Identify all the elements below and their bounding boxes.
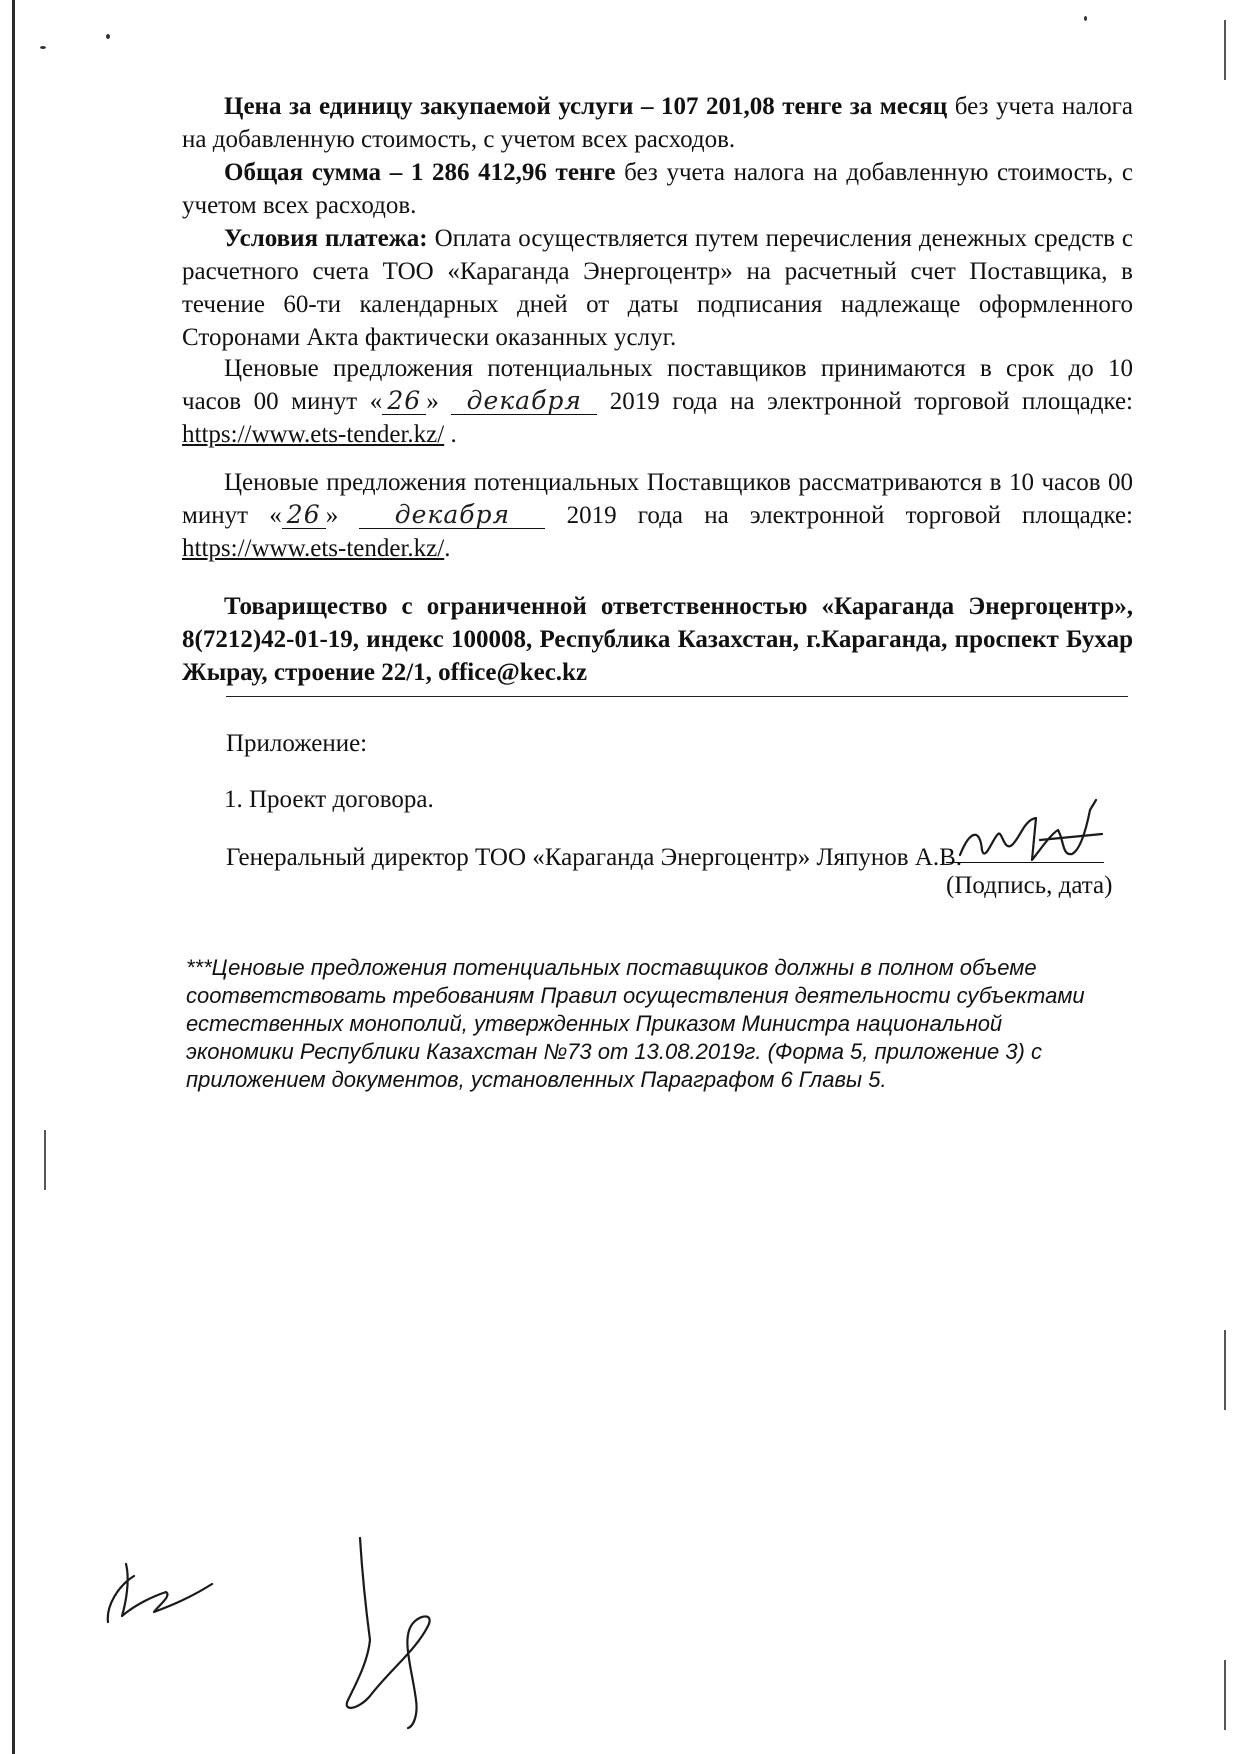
payment-label: Условия платежа: <box>224 225 428 252</box>
scan-speck <box>106 34 110 39</box>
signature-caption: (Подпись, дата) <box>946 872 1113 899</box>
appendix-title: Приложение: <box>226 730 368 757</box>
payment-text: Оплата осуществляется путем перечисления денежных средств с расчетного счета ТОО «Караганда Энергоцентр» на расчетный счет Поставщика, в течение 60-ти календарных дней от даты подписания надлежаще оформленного Сторонами Акта фактически оказанных услуг. <box>182 225 1133 351</box>
total-text: без учета налога на добавленную стоимость, с учетом всех расходов. <box>182 159 1133 219</box>
scan-edge-mark <box>1224 1330 1226 1410</box>
footnote: ***Ценовые предложения потенциальных поставщиков должны в полном объеме соответствовать требованиям Правил осуществления деятельности субъектами естественных монополий, утвержденных Приказом Министра национальной экономики Республики Казахстан №73 от 13.08.2019г. (Форма 5, приложение 3) с приложением документов, установленных Параграфом 6 Главы 5. <box>186 955 1085 1092</box>
accept-text: Ценовые предложения потенциальных поставщиков принимаются в срок до 10 часов 00 минут « <box>182 355 1133 415</box>
scan-margin-line <box>12 0 15 1754</box>
total-paragraph <box>182 156 1133 222</box>
accept-quote: » <box>426 388 452 415</box>
review-section <box>182 466 1133 565</box>
initials-mark-right <box>330 1530 450 1730</box>
price-text: без учета налога на добавленную стоимость, с учетом всех расходов. <box>182 93 1133 153</box>
accept-section <box>182 352 1133 451</box>
accept-tail: . <box>444 421 457 448</box>
accept-text-after: 2019 года на электронной торговой площадке: <box>597 388 1133 415</box>
terms-section <box>182 90 1133 354</box>
ets-tender-link[interactable]: https://www.ets-tender.kz/ <box>182 421 445 448</box>
appendix-item: 1. Проект договора. <box>224 786 434 813</box>
payment-paragraph <box>182 222 1133 354</box>
review-month-handwritten: декабря <box>359 502 545 529</box>
review-text-after: 2019 года на электронной торговой площадке: <box>545 502 1134 529</box>
accept-day-handwritten: 26 <box>382 388 426 415</box>
accept-paragraph <box>182 352 1133 451</box>
director-signature-line: Генеральный директор ТОО «Караганда Энергоцентр» Ляпунов А.В. <box>226 844 963 871</box>
director-signature <box>940 790 1110 870</box>
company-details <box>182 590 1133 689</box>
review-text: Ценовые предложения потенциальных Поставщиков рассматриваются в 10 часов 00 минут « <box>182 469 1133 529</box>
scan-speck <box>40 46 46 49</box>
price-label: Цена за единицу закупаемой услуги – 107 201,08 тенге за месяц <box>224 93 948 120</box>
scan-edge-mark <box>1224 1660 1226 1730</box>
review-quote: » <box>325 502 360 529</box>
scan-speck <box>1084 16 1087 21</box>
ets-tender-link-2[interactable]: https://www.ets-tender.kz/ <box>182 535 445 562</box>
separator-line <box>226 696 1128 697</box>
company-text: Товарищество с ограниченной ответственностью «Караганда Энергоцентр», 8(7212)42-01-19, индекс 100008, Республика Казахстан, г.Караганда, проспект Бухар Жырау, строение 22/1, office@kec.kz <box>182 593 1133 686</box>
initials-mark-left <box>96 1556 236 1626</box>
review-paragraph <box>182 466 1133 565</box>
review-tail: . <box>444 535 451 562</box>
review-day-handwritten: 26 <box>282 502 326 529</box>
price-paragraph <box>182 90 1133 156</box>
scan-edge-mark <box>44 1130 46 1190</box>
scan-edge-mark <box>1224 20 1226 80</box>
accept-month-handwritten: декабря <box>451 388 597 415</box>
total-label: Общая сумма – 1 286 412,96 тенге <box>224 159 616 186</box>
